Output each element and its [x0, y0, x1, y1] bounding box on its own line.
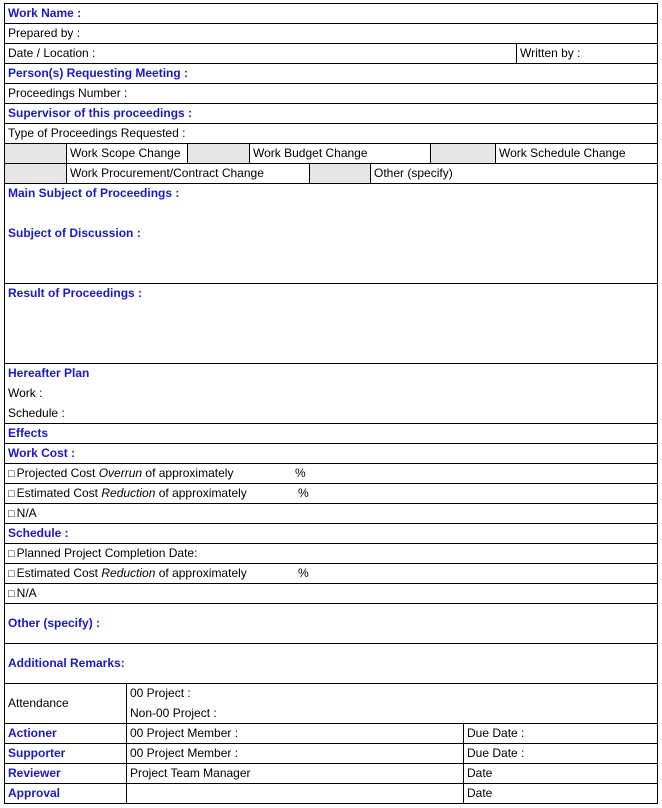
scope-change-option: [67, 144, 187, 163]
proceedings-form: [4, 3, 658, 804]
signoff-row: [5, 744, 657, 764]
other-type-checkbox[interactable]: [310, 164, 370, 183]
schedule-change-checkbox[interactable]: [431, 144, 495, 163]
schedule-reduction-row[interactable]: [5, 564, 657, 584]
signoff-date: Date: [467, 786, 493, 800]
result-label: Result of Proceedings :: [8, 286, 143, 300]
signoff-row: [5, 784, 657, 803]
date-location-field[interactable]: [5, 44, 516, 63]
other-type-label: Other (specify): [374, 166, 453, 180]
cost-reduction-percent: %: [298, 486, 309, 500]
other-specify-section[interactable]: [5, 604, 657, 644]
schedule-reduction-text: [8, 566, 247, 582]
cost-reduction-checkbox[interactable]: □: [8, 488, 15, 500]
prepared-by-label: Prepared by :: [8, 26, 81, 40]
signoff-date-field[interactable]: [464, 724, 657, 743]
schedule-reduction-pre: Estimated Cost: [16, 566, 102, 580]
signoff-detail: 00 Project Member :: [130, 746, 239, 760]
schedule-reduction-em: Reduction: [101, 566, 156, 580]
cost-na-text: [8, 506, 37, 522]
schedule-change-option: [496, 144, 657, 163]
schedule-na-row[interactable]: [5, 584, 657, 604]
cost-reduction-em: Reduction: [101, 486, 156, 500]
attendance-label: Attendance: [8, 696, 69, 710]
cost-overrun-pre: Projected Cost: [16, 466, 99, 480]
additional-remarks-section[interactable]: [5, 644, 657, 684]
cost-overrun-em: Overrun: [98, 466, 143, 480]
additional-remarks-label: Additional Remarks:: [8, 656, 125, 670]
hereafter-plan-label: Hereafter Plan: [8, 366, 90, 380]
persons-requesting-label: Person(s) Requesting Meeting :: [8, 66, 189, 80]
other-specify-label: Other (specify) :: [8, 616, 101, 630]
budget-change-checkbox[interactable]: [188, 144, 249, 163]
schedule-na-text: [8, 586, 37, 602]
cost-overrun-checkbox[interactable]: □: [8, 468, 15, 480]
cost-na-row[interactable]: [5, 504, 657, 524]
signoff-detail: Project Team Manager: [130, 766, 251, 780]
written-by-label: Written by :: [520, 46, 581, 60]
procurement-change-option: [67, 164, 309, 183]
plan-work-label: Work :: [8, 386, 43, 400]
cost-reduction-text: [8, 486, 247, 502]
completion-date-text: [8, 546, 197, 562]
plan-schedule-label: Schedule :: [8, 406, 65, 420]
completion-date-row[interactable]: [5, 544, 657, 564]
cost-overrun-row[interactable]: [5, 464, 657, 484]
signoff-detail-field[interactable]: [127, 724, 463, 743]
proceedings-number-label: Proceedings Number :: [8, 86, 128, 100]
cost-reduction-pre: Estimated Cost: [16, 486, 102, 500]
other-type-option: [371, 164, 657, 183]
cost-na-label: N/A: [16, 506, 37, 520]
signoff-role: Actioner: [8, 726, 57, 740]
hereafter-plan-section[interactable]: [5, 364, 657, 424]
proceedings-options-row-2: [5, 164, 657, 184]
budget-change-option: [250, 144, 430, 163]
signoff-role: Reviewer: [8, 766, 61, 780]
supervisor-label: Supervisor of this proceedings :: [8, 106, 193, 120]
procurement-change-checkbox[interactable]: [5, 164, 66, 183]
schedule-na-checkbox[interactable]: □: [8, 588, 15, 600]
signoff-detail-field[interactable]: [127, 784, 463, 803]
prepared-by-row[interactable]: [5, 24, 657, 44]
completion-date-checkbox[interactable]: □: [8, 548, 15, 560]
cost-overrun-post: of approximately: [142, 466, 234, 480]
schedule-reduction-percent: %: [298, 566, 309, 580]
cost-na-checkbox[interactable]: □: [8, 508, 15, 520]
schedule-reduction-checkbox[interactable]: □: [8, 568, 15, 580]
signoff-date-field[interactable]: [464, 764, 657, 783]
attendance-project-label: 00 Project :: [130, 686, 191, 700]
attendance-non-project-label: Non-00 Project :: [130, 706, 217, 720]
work-name-row[interactable]: [5, 4, 657, 24]
effects-row: [5, 424, 657, 444]
date-location-row: [5, 44, 657, 64]
proceedings-type-row: [5, 124, 657, 144]
supervisor-row[interactable]: [5, 104, 657, 124]
cost-reduction-row[interactable]: [5, 484, 657, 504]
result-section[interactable]: [5, 284, 657, 364]
schedule-na-label: N/A: [16, 586, 37, 600]
signoff-detail-field[interactable]: [127, 764, 463, 783]
signoff-row: [5, 764, 657, 784]
subject-discussion-label: Subject of Discussion :: [8, 226, 141, 240]
persons-requesting-row[interactable]: [5, 64, 657, 84]
attendance-label-cell: [5, 684, 126, 723]
signoff-date: Due Date :: [467, 726, 525, 740]
signoff-date: Date: [467, 766, 493, 780]
schedule-reduction-post: of approximately: [155, 566, 247, 580]
signoff-row: [5, 724, 657, 744]
proceedings-options-row-1: [5, 144, 657, 164]
cost-overrun-text: [8, 466, 233, 482]
schedule-row: [5, 524, 657, 544]
signoff-date-field[interactable]: [464, 784, 657, 803]
scope-change-label: Work Scope Change: [70, 146, 181, 160]
signoff-role: Supporter: [8, 746, 66, 760]
signoff-date: Due Date :: [467, 746, 525, 760]
written-by-field[interactable]: [517, 44, 657, 63]
proceedings-type-label: Type of Proceedings Requested :: [8, 126, 186, 140]
date-location-label: Date / Location :: [8, 46, 96, 60]
attendance-field[interactable]: [127, 684, 657, 723]
completion-date-label: Planned Project Completion Date:: [16, 546, 198, 560]
work-cost-row: [5, 444, 657, 464]
cost-overrun-percent: %: [295, 466, 306, 480]
schedule-change-label: Work Schedule Change: [499, 146, 626, 160]
proceedings-number-row[interactable]: [5, 84, 657, 104]
signoff-detail: 00 Project Member :: [130, 726, 239, 740]
schedule-label: Schedule :: [8, 526, 69, 540]
signoff-role: Approval: [8, 786, 61, 800]
main-subject-section[interactable]: [5, 184, 657, 284]
cost-reduction-post: of approximately: [155, 486, 247, 500]
budget-change-label: Work Budget Change: [253, 146, 368, 160]
attendance-row: [5, 684, 657, 724]
work-cost-label: Work Cost :: [8, 446, 76, 460]
work-name-label: Work Name :: [8, 6, 82, 20]
main-subject-label: Main Subject of Proceedings :: [8, 186, 180, 200]
signoff-date-field[interactable]: [464, 744, 657, 763]
procurement-change-label: Work Procurement/Contract Change: [70, 166, 264, 180]
signoff-detail-field[interactable]: [127, 744, 463, 763]
scope-change-checkbox[interactable]: [5, 144, 66, 163]
effects-label: Effects: [8, 426, 49, 440]
